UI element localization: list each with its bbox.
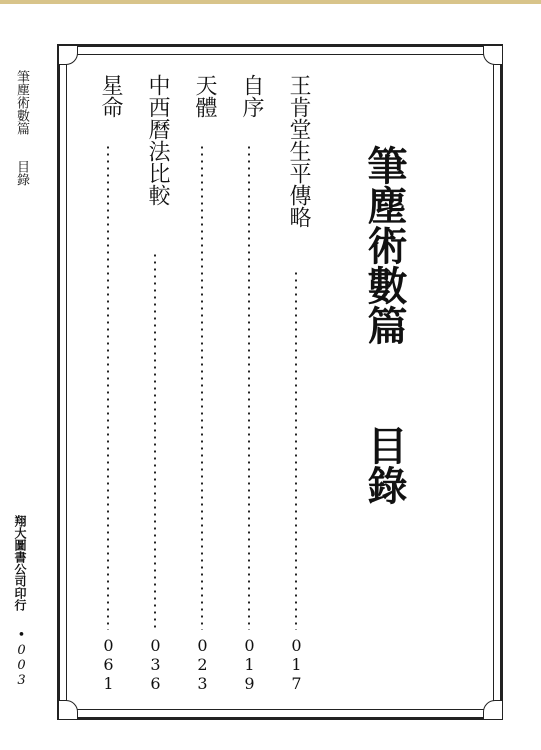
toc-leader-dots: [201, 144, 203, 630]
running-header-section: 目錄: [14, 160, 29, 186]
top-border: [0, 0, 541, 4]
toc-entry[interactable]: [142, 74, 170, 704]
toc-leader-dots: [107, 144, 109, 630]
section-title: 目錄: [361, 425, 408, 505]
toc-entry-title: 王肯堂生平傳略: [286, 74, 311, 228]
toc-leader-dots: [248, 144, 250, 630]
toc-entry-title: 自序: [239, 74, 264, 118]
running-header-title: 筆塵術數篇: [14, 70, 29, 135]
toc-entry-page: 036: [146, 636, 165, 693]
toc-entry-page: 023: [193, 636, 212, 693]
toc-leader-dots: [295, 270, 297, 630]
toc-entry[interactable]: [283, 74, 311, 704]
toc-entry[interactable]: [95, 74, 123, 704]
toc-leader-dots: [154, 252, 156, 630]
page-frame-inner: [66, 54, 494, 710]
toc-entry[interactable]: [236, 74, 264, 704]
toc-entry-title: 天體: [192, 74, 217, 118]
toc-entry[interactable]: [189, 74, 217, 704]
toc-entry-page: 061: [99, 636, 118, 693]
toc-entry-title: 星命: [98, 74, 123, 118]
frame-corner-bottom-right: [483, 700, 503, 720]
toc-entry-page: 019: [240, 636, 259, 693]
page-number: •003: [14, 628, 29, 688]
toc-entry-title: 中西曆法比較: [145, 74, 170, 206]
toc-entry-page: 017: [287, 636, 306, 693]
book-title: 筆塵術數篇: [361, 145, 408, 345]
publisher-name: 翔大圖書公司印行: [13, 515, 27, 611]
